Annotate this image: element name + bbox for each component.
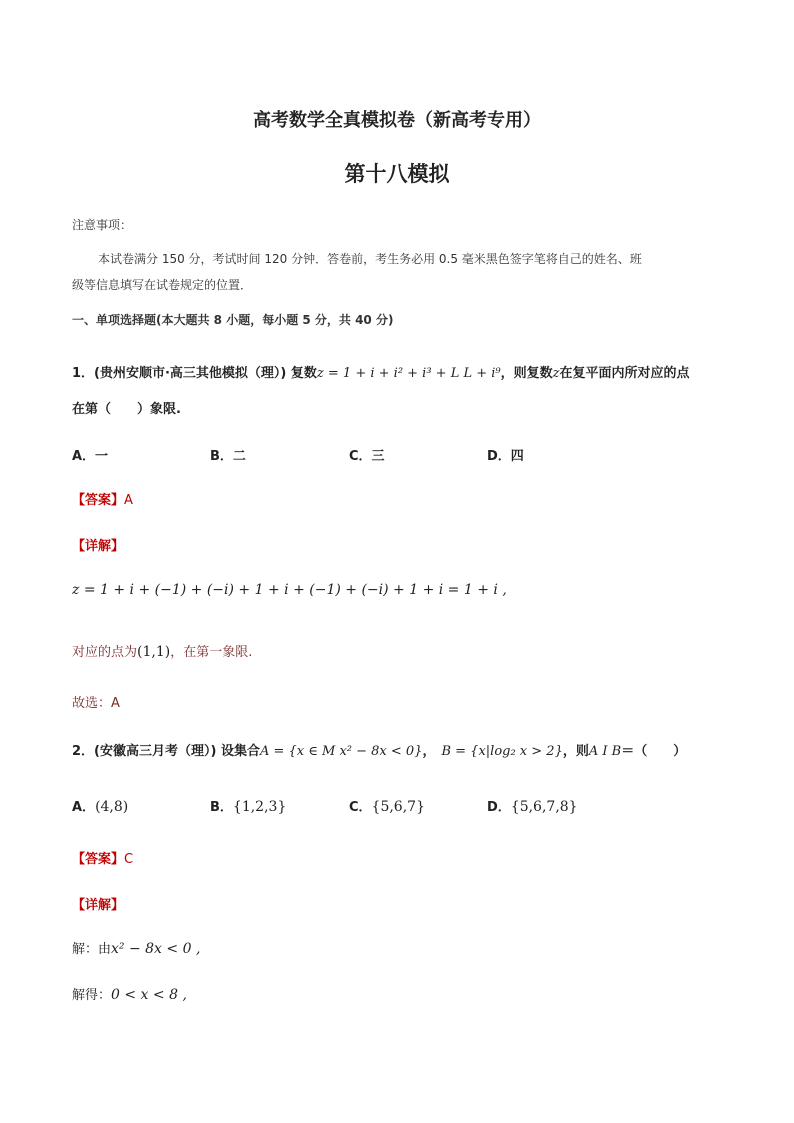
q2-option-c (349, 796, 425, 815)
q2-option-a-label: A． (72, 800, 96, 815)
q2-solution-2 (72, 984, 187, 1003)
q1-answer-value: A (124, 493, 133, 508)
q1-detail-label: 【详解】 (72, 539, 125, 554)
q1-answer (72, 489, 133, 508)
q2-sol1-text: 解：由 (72, 942, 112, 957)
q2-option-d-value: {5,6,7,8} (510, 799, 578, 815)
q2-answer-label: 【答案】 (72, 852, 125, 867)
q2-answer (72, 848, 133, 867)
q1-var: z (552, 366, 560, 381)
q1-prefix: 1．(贵州安顺市·高三其他模拟（理）) 复数 (72, 366, 317, 381)
q2-end: ＝（ ） (621, 744, 687, 759)
q1-middle: ，则复数 (500, 366, 553, 381)
q2-option-b-label: B． (210, 800, 233, 815)
notice-line-2: 级等信息填写在试卷规定的位置． (72, 278, 253, 292)
q1-point-text: 对应的点为 (72, 645, 138, 660)
q1-formula: z = 1 + i + i² + i³ + L L + i⁹ (316, 366, 501, 381)
q1-answer-label: 【答案】 (72, 493, 125, 508)
q2-sol2-math: 0 < x < 8 , (111, 987, 187, 1003)
q2-option-c-value: {5,6,7} (371, 799, 425, 815)
exam-subtitle: 第十八模拟 (344, 162, 450, 186)
q2-option-d (487, 796, 578, 815)
q2-set-a: A = {x ∈ M x² − 8x < 0} (259, 744, 423, 759)
q1-work: z = 1 + i + (−1) + (−i) + 1 + i + (−1) + (−i) + 1 + i = 1 + i , (72, 582, 507, 598)
exam-title: 高考数学全真模拟卷（新高考专用） (253, 110, 541, 131)
q2-option-a (72, 796, 128, 815)
q2-expr: A I B (588, 744, 622, 759)
q2-prefix: 2．(安徽高三月考（理）) 设集合 (72, 744, 260, 759)
q1-choose: 故选：A (72, 696, 120, 711)
q1-point-line (72, 641, 252, 660)
question-2-line-1 (72, 740, 686, 759)
section-heading: 一、单项选择题(本大题共 8 小题，每小题 5 分，共 40 分) (72, 313, 394, 327)
q2-answer-value: C (124, 852, 134, 867)
q1-option-a: A．一 (72, 449, 109, 464)
notice-label: 注意事项： (72, 218, 133, 232)
q2-suffix: ，则 (562, 744, 589, 759)
q2-detail-label: 【详解】 (72, 898, 125, 913)
q1-point-suffix: ，在第一象限. (170, 645, 253, 660)
q2-option-c-label: C． (349, 800, 372, 815)
q2-sep: ， (422, 744, 436, 759)
question-1-line-1 (72, 362, 690, 381)
q2-option-b (210, 796, 286, 815)
q2-sol2-text: 解得： (72, 988, 112, 1003)
q2-option-b-value: {1,2,3} (232, 799, 287, 815)
q1-option-c: C．三 (349, 449, 385, 464)
q1-option-b: B．二 (210, 449, 246, 464)
q2-option-a-value: (4,8) (95, 799, 129, 815)
q1-option-d: D．四 (487, 449, 524, 464)
question-1-line-2: 在第（ ）象限. (72, 402, 181, 417)
q1-suffix: 在复平面内所对应的点 (559, 366, 690, 381)
q2-sol1-math: x² − 8x < 0 , (111, 941, 201, 957)
q2-option-d-label: D． (487, 800, 511, 815)
q1-point: (1,1) (137, 644, 171, 660)
notice-line-1: 本试卷满分 150 分，考试时间 120 分钟．答卷前，考生务必用 0.5 毫米黑色签字笔将自己的姓名、班 (98, 252, 642, 266)
q2-solution-1 (72, 938, 200, 957)
q2-set-b: B = {x|log₂ x > 2} (441, 744, 563, 759)
